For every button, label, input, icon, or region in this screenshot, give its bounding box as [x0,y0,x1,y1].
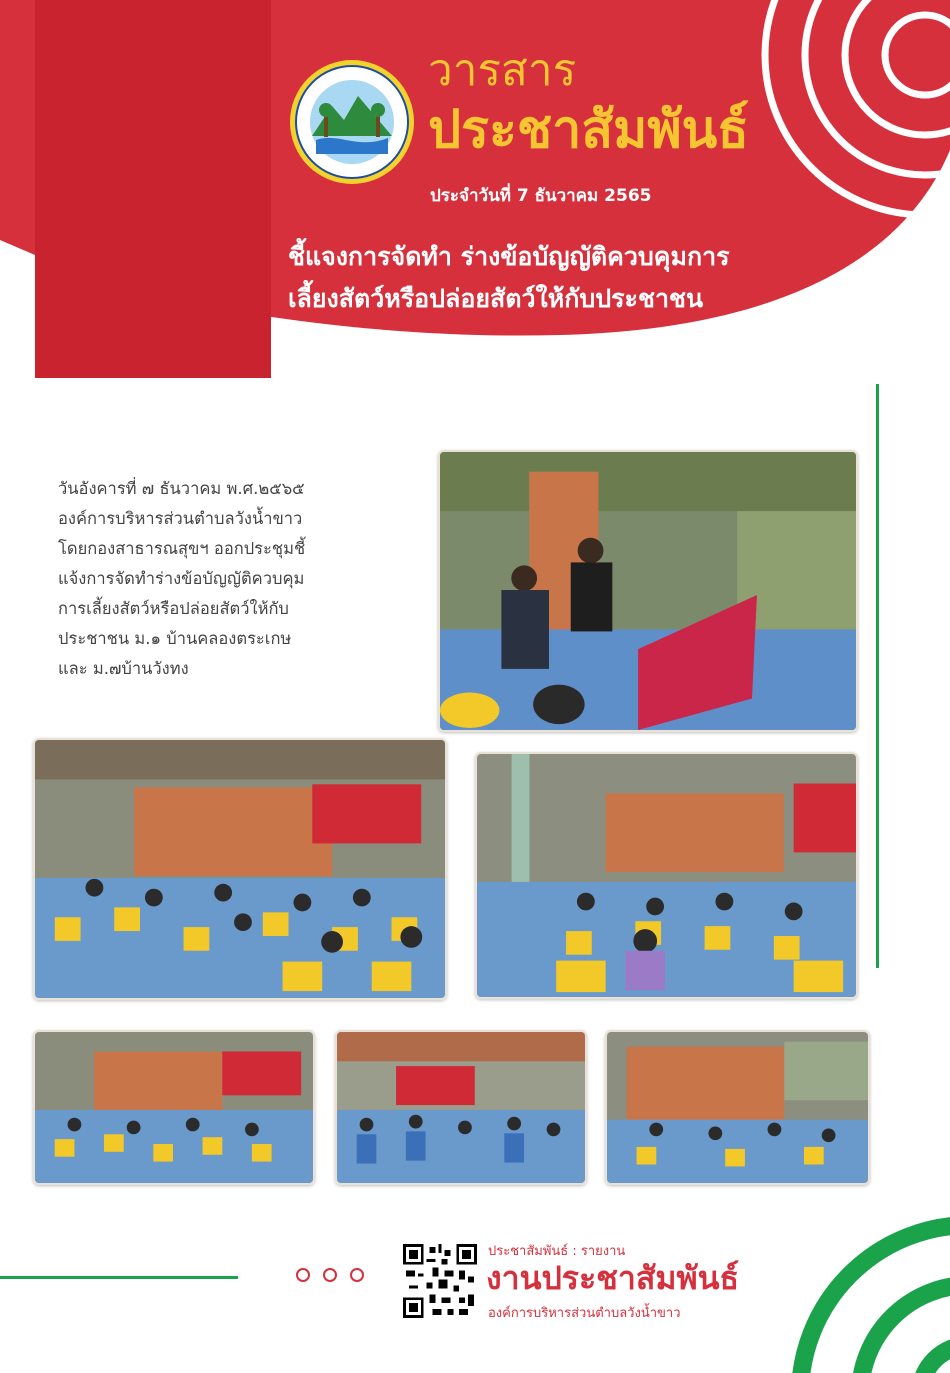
dot-icon [296,1268,310,1282]
magazine-label: วารสาร [428,45,577,96]
article-line: การเลี้ยงสัตว์หรือปล่อยสัตว์ให้กับ [58,599,289,618]
photo-audience-side [475,752,858,999]
article-line: โดยกองสาธารณสุขฯ ออกประชุมชี้ [58,539,306,558]
magazine-title: ประชาสัมพันธ์ [428,100,749,160]
article-line: ประชาชน ม.๑ บ้านคลองตระเกษ [58,629,292,648]
photo-speakers [438,450,858,732]
qr-code-icon [403,1244,477,1318]
footer-main-label: งานประชาสัมพันธ์ [486,1259,739,1297]
footer-decoration [760,1130,950,1373]
vertical-divider [876,384,879,968]
article-line: แจ้งการจัดทำร่างข้อบัญญัติควบคุม [58,569,305,588]
issue-date: ประจำวันที่ 7 ธันวาคม 2565 [430,186,652,206]
dot-icon [323,1268,337,1282]
headline [288,236,848,320]
article-line: วันอังคารที่ ๗ ธันวาคม พ.ศ.๒๕๖๕ [58,479,305,498]
article-line: องค์การบริหารส่วนตำบลวังน้ำขาว [58,509,303,528]
footer-org-label: องค์การบริหารส่วนตำบลวังน้ำขาว [488,1306,681,1321]
article-line: และ ม.๗บ้านวังทง [58,659,189,678]
article-body [58,474,403,684]
photo-gallery-1 [33,1030,315,1185]
headline-line: เลี้ยงสัตว์หรือปล่อยสัตว์ให้กับประชาชน [288,284,704,313]
photo-gallery-2 [335,1030,587,1185]
headline-line: ชี้แจงการจัดทำ ร่างข้อบัญญัติควบคุมการ [288,242,730,271]
footer-divider [0,1276,238,1279]
dot-icon [350,1268,364,1282]
photo-audience-wide [33,738,447,1000]
footer-sub-label: ประชาสัมพันธ์ : รายงาน [488,1244,626,1259]
organization-seal-icon [288,58,416,186]
pagination-dots [296,1268,364,1282]
